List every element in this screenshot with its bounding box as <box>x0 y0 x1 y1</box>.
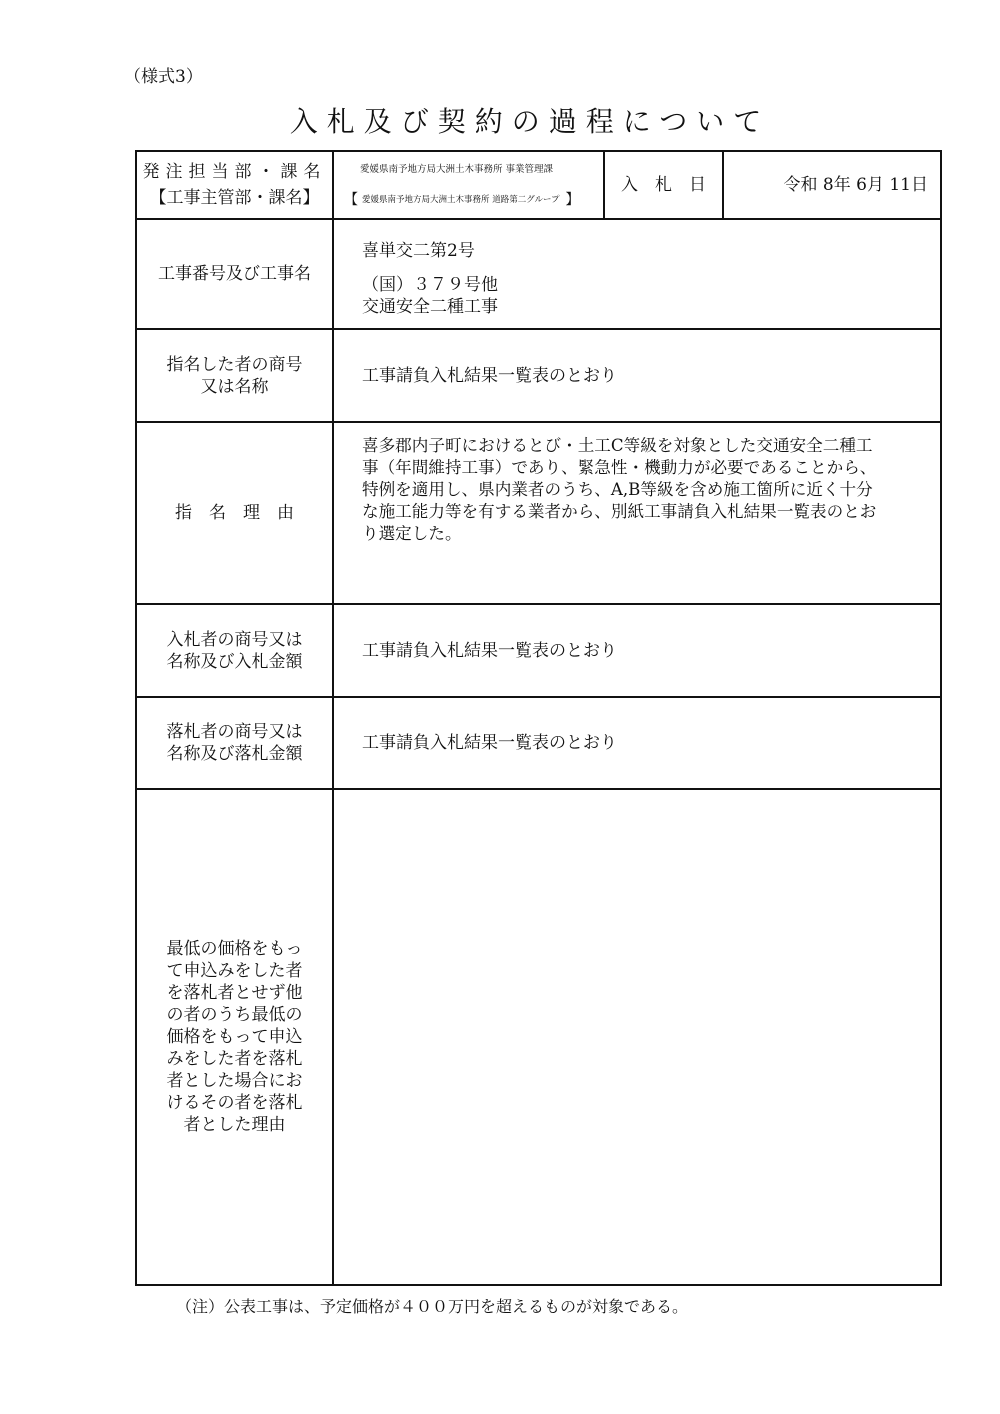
reason-line: 特例を適用し、県内業者のうち、A,B等級を含め施工箇所に近く十分 <box>362 480 873 499</box>
construction-value-cell <box>334 220 940 328</box>
construction-number: 喜単交二第2号 <box>362 241 475 261</box>
exception-reason-value <box>334 790 940 1284</box>
nominated-label-cell <box>137 330 332 421</box>
exception-label-line: 価格をもって申込 <box>166 1027 303 1047</box>
exception-label-line: けるその者を落札 <box>166 1093 303 1113</box>
bidders-value: 工事請負入札結果一覧表のとおり <box>362 640 617 661</box>
dept-value-cell <box>334 152 603 218</box>
dept-label: 発注担当部・課名 <box>142 162 327 182</box>
dept-label-cell <box>137 152 332 218</box>
supervising-dept-value: 愛媛県南予地方局大洲土木事務所 道路第二グループ <box>362 195 560 205</box>
bid-date-label: 入 札 日 <box>621 175 706 195</box>
exception-label-line: 者とした理由 <box>183 1115 286 1135</box>
exception-label-line: 最低の価格をもっ <box>166 939 303 959</box>
exception-label-line: の者のうち最低の <box>166 1005 303 1025</box>
bidders-label-line-2: 名称及び入札金額 <box>166 651 303 672</box>
construction-label: 工事番号及び工事名 <box>158 264 311 284</box>
nominated-label-line-2: 又は名称 <box>200 376 269 397</box>
nominated-label-line-1: 指名した者の商号 <box>166 354 303 375</box>
bidders-label-cell <box>137 605 332 696</box>
reason-line: り選定した。 <box>362 524 462 543</box>
bracket-close: 】 <box>565 192 580 208</box>
exception-label-line: を落札者とせず他 <box>166 983 303 1003</box>
winner-label-line-2: 名称及び落札金額 <box>166 744 303 764</box>
exception-label-line: みをした者を落札 <box>166 1049 303 1069</box>
reason-line: 喜多郡内子町におけるとび・土工C等級を対象とした交通安全二種工 <box>362 436 873 455</box>
reason-line: 事（年間維持工事）であり、緊急性・機動力が必要であることから、 <box>362 458 877 477</box>
construction-name-line-1: （国）３７９号他 <box>362 275 498 295</box>
nomination-reason-label: 指 名 理 由 <box>175 503 294 523</box>
winner-label-cell <box>137 698 332 788</box>
bracket-open: 【 <box>344 192 358 208</box>
exception-label-line: 者とした場合にお <box>166 1071 303 1091</box>
construction-name-line-2: 交通安全二種工事 <box>362 297 498 317</box>
reason-line: な施工能力等を有する業者から、別紙工事請負入札結果一覧表のとお <box>362 502 877 521</box>
exception-reason-label-cell <box>137 790 332 1284</box>
dept-value: 愛媛県南予地方局大洲土木事務所 事業管理課 <box>360 164 554 175</box>
winner-value: 工事請負入札結果一覧表のとおり <box>362 733 617 753</box>
exception-label-line: て申込みをした者 <box>166 961 303 981</box>
nomination-reason-text <box>334 423 940 603</box>
bidders-label-line-1: 入札者の商号又は <box>166 629 303 650</box>
supervising-dept-value-row <box>334 189 603 209</box>
winner-label-line-1: 落札者の商号又は <box>166 722 303 742</box>
document-title: 入札及び契約の過程について <box>289 105 771 138</box>
supervising-dept-label: 【工事主管部・課名】 <box>149 188 320 208</box>
bid-date-value: 令和 8年 6月 11日 <box>783 175 928 195</box>
form-number-label: （様式3） <box>124 67 203 87</box>
nominated-value: 工事請負入札結果一覧表のとおり <box>362 365 617 386</box>
footnote: （注）公表工事は、予定価格が４００万円を超えるものが対象である。 <box>176 1297 689 1316</box>
